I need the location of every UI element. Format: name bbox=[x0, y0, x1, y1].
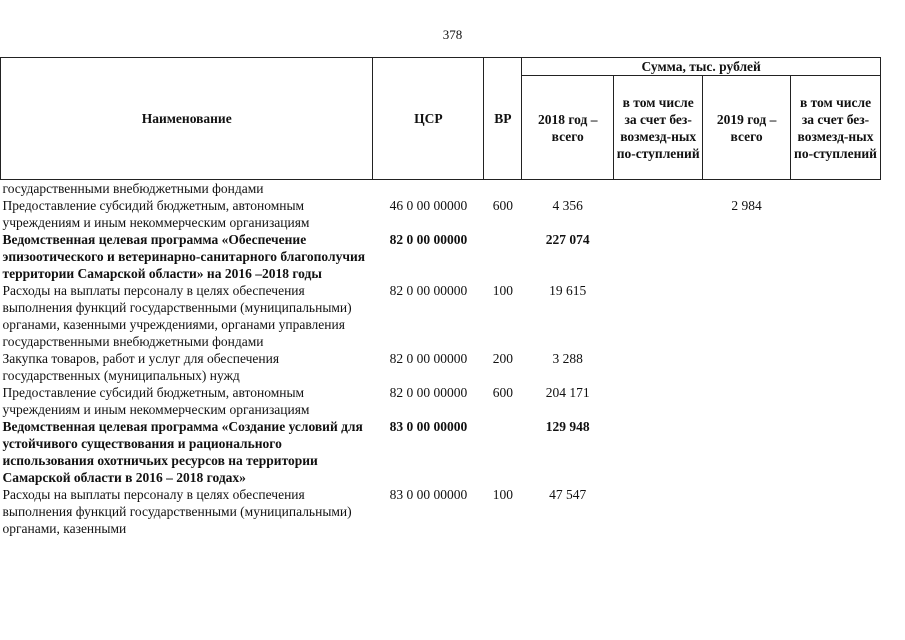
row-2018-gratuitous bbox=[614, 418, 703, 486]
row-csr: 82 0 00 00000 bbox=[389, 283, 468, 298]
table-row bbox=[1, 418, 881, 486]
row-2018-gratuitous bbox=[614, 282, 703, 350]
header-sum-group: Сумма, тыс. рублей bbox=[522, 58, 881, 76]
row-2018-total: 47 547 bbox=[549, 487, 587, 502]
row-2019-total bbox=[703, 350, 791, 384]
row-2019-gratuitous bbox=[791, 282, 881, 350]
row-2019-gratuitous bbox=[791, 384, 881, 418]
row-2019-total bbox=[703, 384, 791, 418]
row-2019-gratuitous bbox=[791, 180, 881, 198]
row-csr: 82 0 00 00000 bbox=[389, 351, 468, 366]
row-csr: 46 0 00 00000 bbox=[389, 198, 468, 213]
row-2018-total: 227 074 bbox=[545, 232, 590, 247]
row-vr: 600 bbox=[492, 198, 513, 213]
row-vr bbox=[484, 418, 522, 486]
header-2018-total: 2018 год – всего bbox=[522, 76, 614, 180]
table-row bbox=[1, 231, 881, 282]
row-2019-total bbox=[703, 282, 791, 350]
header-csr: ЦСР bbox=[373, 58, 484, 180]
row-2018-total: 4 356 bbox=[552, 198, 583, 213]
row-name: Закупка товаров, работ и услуг для обеспечения государственных (муниципальных) нужд bbox=[2, 351, 280, 383]
row-2018-gratuitous bbox=[614, 180, 703, 198]
row-2019-total bbox=[703, 231, 791, 282]
row-2018-gratuitous bbox=[614, 197, 703, 231]
row-csr bbox=[373, 180, 484, 198]
row-2019-gratuitous bbox=[791, 197, 881, 231]
row-2018-gratuitous bbox=[614, 384, 703, 418]
row-name: Предоставление субсидий бюджетным, автономным учреждениям и иным некоммерческим организациям bbox=[2, 385, 310, 417]
row-vr: 600 bbox=[492, 385, 513, 400]
row-vr: 100 bbox=[492, 283, 513, 298]
table-row bbox=[1, 282, 881, 350]
row-vr bbox=[484, 231, 522, 282]
row-vr: 100 bbox=[492, 487, 513, 502]
row-name: Предоставление субсидий бюджетным, автономным учреждениям и иным некоммерческим организациям bbox=[2, 198, 310, 230]
header-vr: ВР bbox=[484, 58, 522, 180]
row-2019-total: 2 984 bbox=[731, 198, 762, 213]
row-2019-gratuitous bbox=[791, 486, 881, 537]
row-2018-total: 19 615 bbox=[549, 283, 587, 298]
header-2019-gratuitous: в том числе за счет без-возмезд-ных по-ступлений bbox=[791, 76, 881, 180]
header-2019-total: 2019 год – всего bbox=[703, 76, 791, 180]
row-2018-gratuitous bbox=[614, 486, 703, 537]
row-2018-total: 129 948 bbox=[545, 419, 590, 434]
row-csr: 83 0 00 00000 bbox=[389, 487, 468, 502]
table-row bbox=[1, 180, 881, 198]
row-name: Ведомственная целевая программа «Создание условий для устойчивого существования и рационального использования охотничьих ресурсов на территории Самарской области в 2016 – 2018 годах» bbox=[2, 419, 363, 485]
table-row bbox=[1, 384, 881, 418]
table-row bbox=[1, 350, 881, 384]
row-csr: 83 0 00 00000 bbox=[389, 419, 468, 434]
table-row bbox=[1, 197, 881, 231]
header-name: Наименование bbox=[1, 58, 373, 180]
row-csr: 82 0 00 00000 bbox=[389, 385, 468, 400]
page-number: 378 bbox=[442, 27, 463, 42]
row-2019-total bbox=[703, 418, 791, 486]
row-2019-gratuitous bbox=[791, 418, 881, 486]
row-2019-gratuitous bbox=[791, 350, 881, 384]
row-2019-total bbox=[703, 180, 791, 198]
table-body bbox=[1, 180, 881, 538]
row-2018-total bbox=[522, 180, 614, 198]
row-2019-total bbox=[703, 486, 791, 537]
row-vr bbox=[484, 180, 522, 198]
row-name: государственными внебюджетными фондами bbox=[2, 181, 264, 196]
row-name: Расходы на выплаты персоналу в целях обеспечения выполнения функций государственными (муниципальными) органами, казенными учреждениями, органами управления государственными внебюджетными фондами bbox=[2, 283, 352, 349]
row-name: Расходы на выплаты персоналу в целях обеспечения выполнения функций государственными (муниципальными) органами, казенными bbox=[2, 487, 352, 536]
row-vr: 200 bbox=[492, 351, 513, 366]
row-2018-total: 204 171 bbox=[545, 385, 590, 400]
row-csr: 82 0 00 00000 bbox=[389, 232, 468, 247]
row-2019-gratuitous bbox=[791, 231, 881, 282]
row-2018-gratuitous bbox=[614, 350, 703, 384]
table-header bbox=[1, 58, 881, 180]
row-2018-total: 3 288 bbox=[552, 351, 583, 366]
row-name: Ведомственная целевая программа «Обеспечение эпизоотического и ветеринарно-санитарного благополучия территории Самарской области» на 2016 –2018 годы bbox=[2, 232, 366, 281]
budget-table bbox=[0, 57, 881, 537]
table-row bbox=[1, 486, 881, 537]
header-2018-gratuitous: в том числе за счет без-возмезд-ных по-ступлений bbox=[614, 76, 703, 180]
row-2018-gratuitous bbox=[614, 231, 703, 282]
